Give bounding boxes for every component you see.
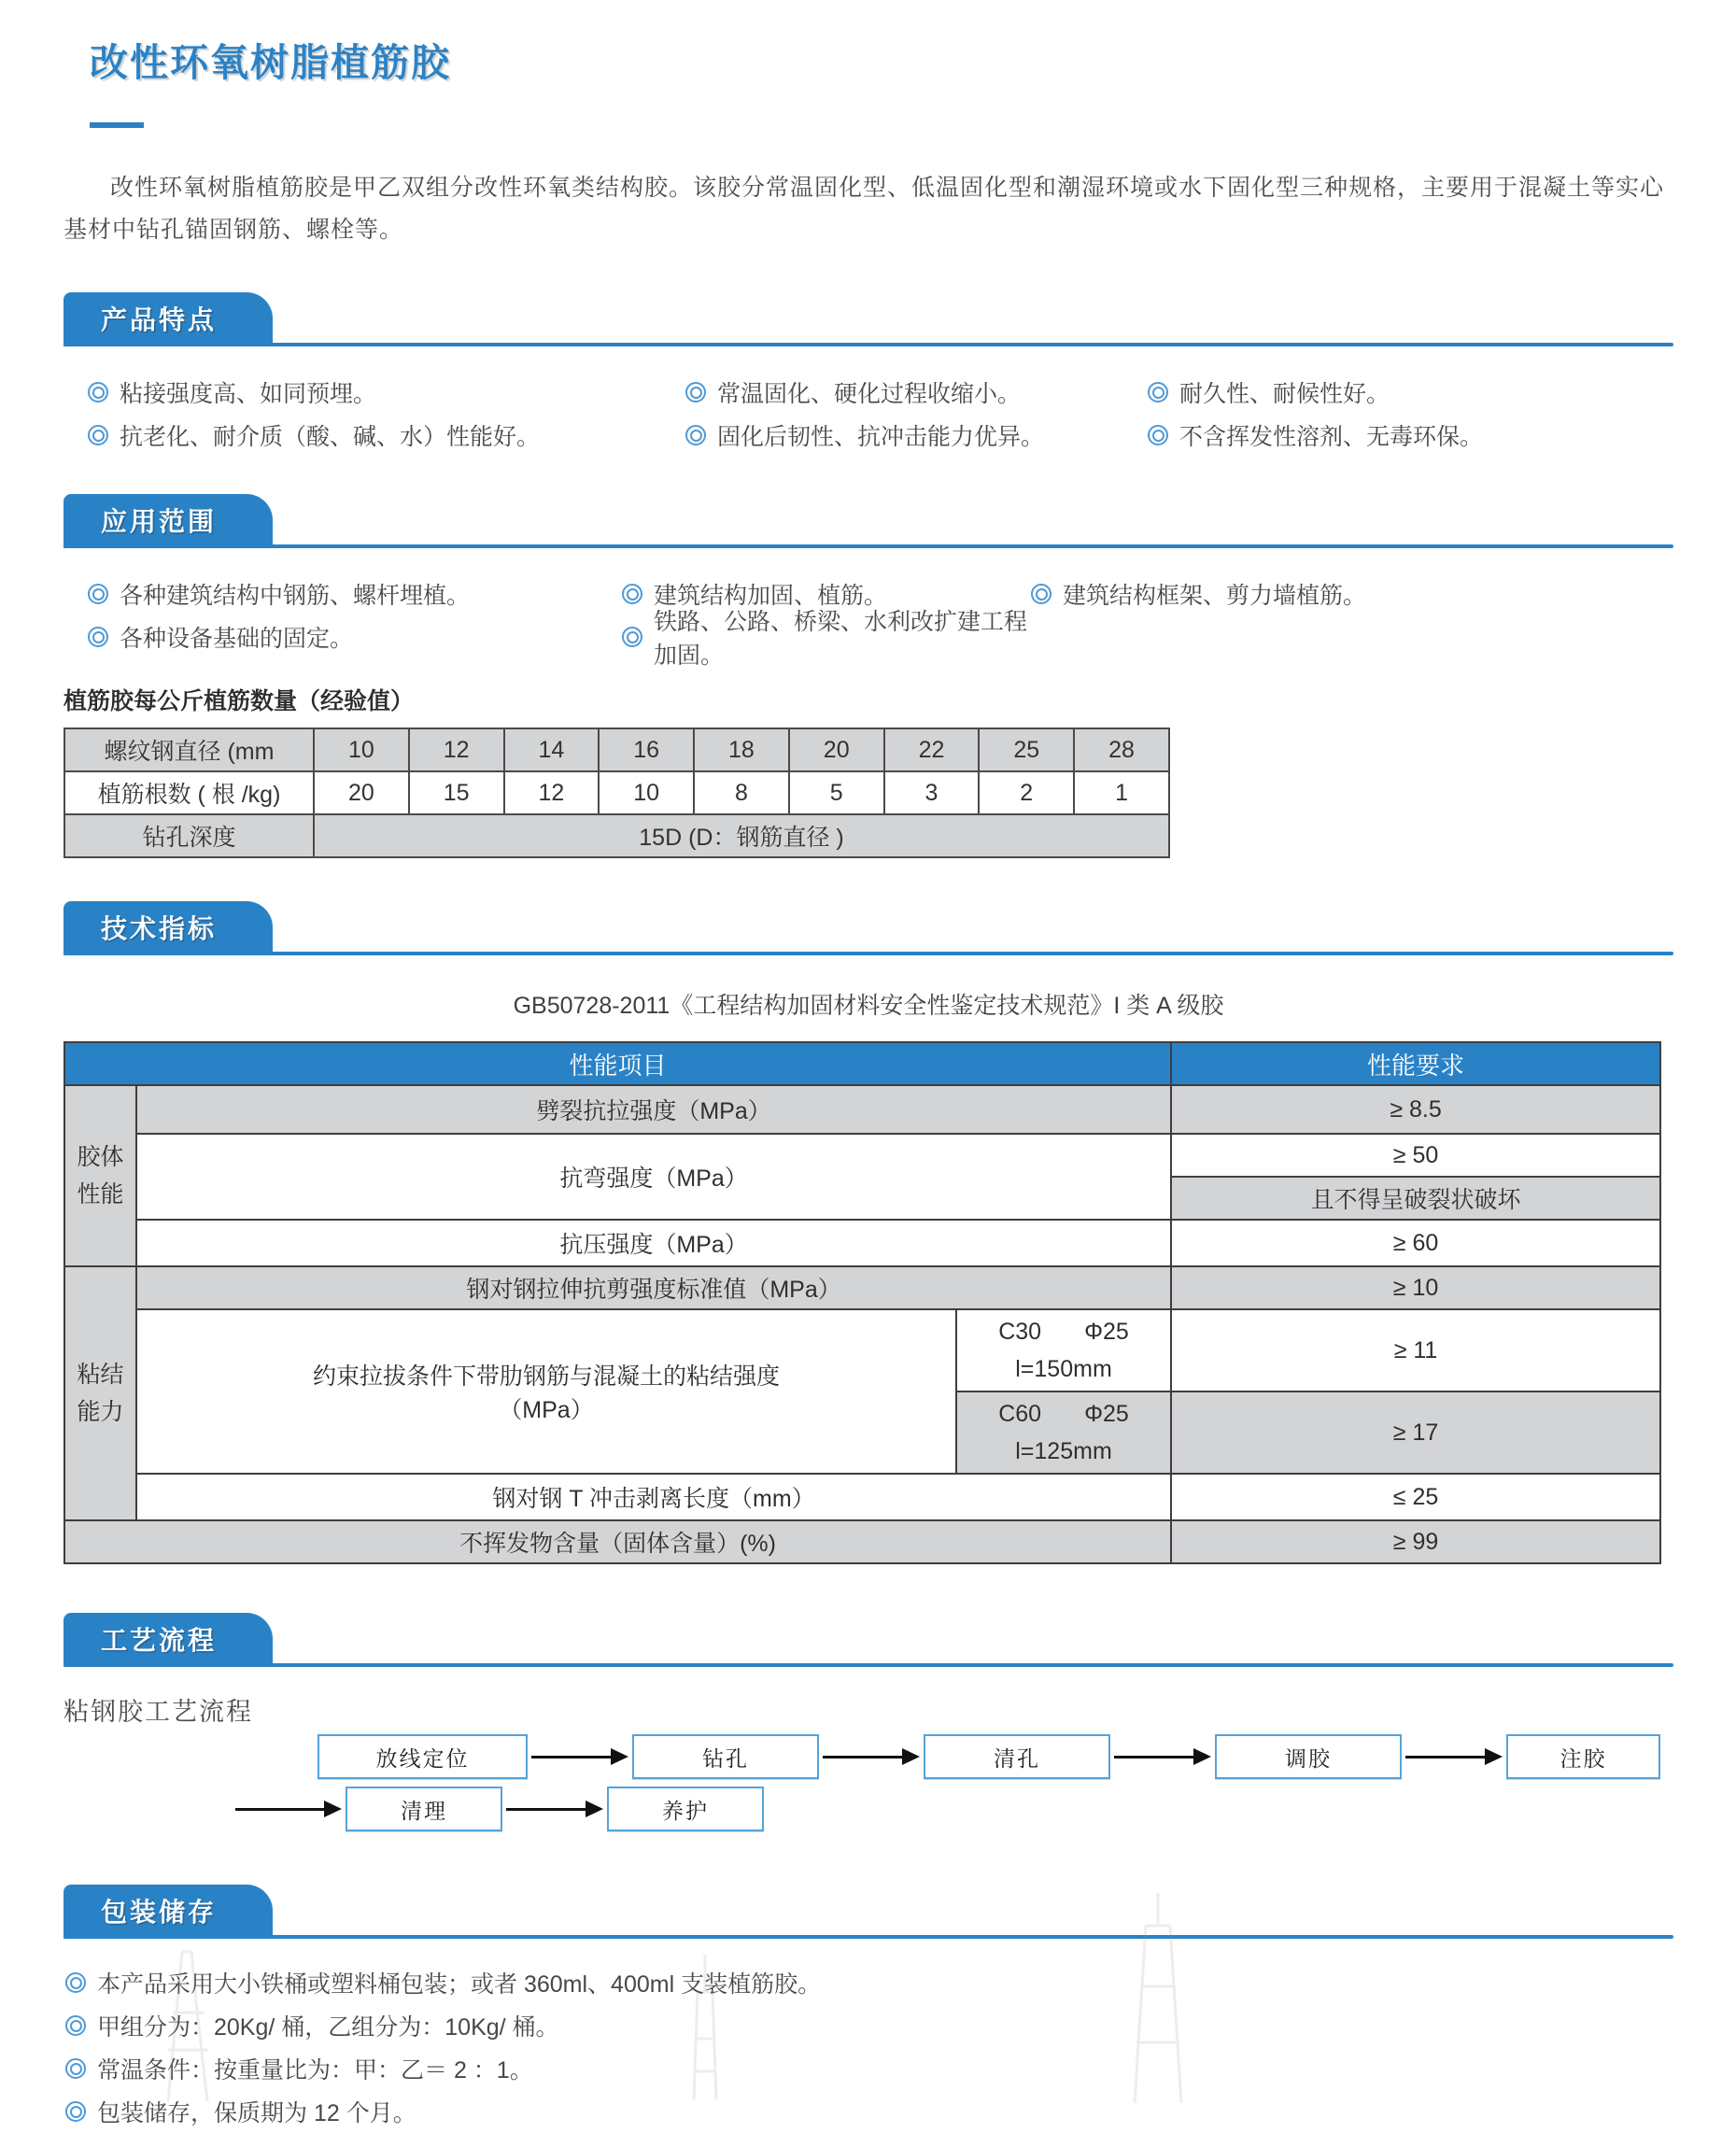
packaging-item (65, 2090, 1673, 2133)
intro-paragraph: 改性环氧树脂植筋胶是甲乙双组分改性环氧类结构胶。该胶分常温固化型、低温固化型和潮湿环境或水下固化型三种规格，主要用于混凝土等实心基材中钻孔锚固钢筋、螺栓等。 (64, 175, 1665, 243)
feature-item (1148, 418, 1483, 452)
section-rule (64, 544, 1673, 548)
spec-property-cell (136, 1309, 956, 1474)
flow-arrow-icon (1114, 1756, 1194, 1759)
flow-row-1 (318, 1733, 1673, 1780)
section-packaging (64, 1885, 1673, 1939)
flow-step-box: 调胶 (1215, 1734, 1402, 1779)
packaging-list (65, 1961, 1673, 2133)
rebar-count-row (64, 771, 1169, 814)
section-rule (64, 343, 1673, 346)
packaging-item-label: 本产品采用大小铁桶或塑料桶包装；或者 360ml、400ml 支装植筋胶。 (97, 1971, 822, 1998)
spec-requirement-cell: ≥ 50 (1171, 1134, 1660, 1177)
rebar-count-cell: 15 (409, 771, 504, 814)
spec-group-cell-adhesive: 胶体性能 (64, 1085, 136, 1266)
spec-row-compressive (64, 1220, 1660, 1266)
feature-item-label: 不含挥发性溶剂、无毒环保。 (1179, 424, 1484, 450)
title-underline-dash (90, 122, 144, 128)
spec-property-cell: 钢对钢拉伸抗剪强度标准值（MPa） (136, 1266, 1171, 1309)
application-item-label: 各种建筑结构中钢筋、螺杆埋植。 (120, 583, 471, 609)
spec-header-item-cell: 性能项目 (64, 1042, 1171, 1085)
flow-arrow-icon (1405, 1756, 1486, 1759)
application-list (88, 572, 1673, 669)
feature-item (1148, 375, 1390, 409)
rebar-diameter-cell: 25 (979, 728, 1074, 771)
flow-arrow-icon (235, 1808, 325, 1811)
flow-row-2 (232, 1786, 1673, 1832)
section-technical (64, 901, 1673, 955)
packaging-item (65, 2004, 1673, 2047)
feature-item (685, 418, 1148, 452)
application-item (622, 603, 1031, 671)
section-heading-technical: 技术指标 (64, 901, 273, 955)
spec-header-row (64, 1042, 1660, 1085)
application-item-label: 建筑结构加固、植筋。 (654, 583, 888, 609)
drill-depth-label-cell: 钻孔深度 (64, 814, 314, 857)
spec-requirement-cell: ≥ 60 (1171, 1220, 1660, 1266)
flow-step-box: 钻孔 (632, 1734, 819, 1779)
packaging-item-label: 常温条件：按重量比为：甲：乙＝ 2 ：1。 (97, 2057, 533, 2084)
double-circle-bullet-icon (65, 2101, 86, 2122)
section-rule (64, 1663, 1673, 1667)
application-item (88, 620, 622, 654)
section-heading-process: 工艺流程 (64, 1613, 273, 1667)
rebar-diameter-cell: 10 (314, 728, 409, 771)
application-item (88, 577, 622, 611)
double-circle-bullet-icon (65, 2015, 86, 2036)
rebar-diameter-cell: 18 (694, 728, 789, 771)
packaging-item-label: 包装储存，保质期为 12 个月。 (97, 2100, 416, 2126)
feature-item (88, 375, 685, 409)
spec-requirement-cell: ≤ 25 (1171, 1474, 1660, 1520)
spec-requirement-cell: 且不得呈破裂状破坏 (1171, 1177, 1660, 1220)
rebar-diameter-label-cell: 螺纹钢直径 (mm (64, 728, 314, 771)
drill-depth-value-cell: 15D (D：钢筋直径 ) (314, 814, 1169, 857)
double-circle-bullet-icon (1031, 584, 1051, 604)
feature-item-label: 常温固化、硬化过程收缩小。 (717, 381, 1022, 407)
feature-row (88, 371, 1673, 414)
rebar-diameter-cell: 28 (1074, 728, 1169, 771)
application-item-label: 铁路、公路、桥梁、水利改扩建工程加固。 (654, 609, 1028, 669)
packaging-item (65, 1961, 1673, 2004)
feature-item (88, 418, 685, 452)
application-row (88, 609, 1673, 669)
double-circle-bullet-icon (65, 2058, 86, 2079)
bond-label-line2: （MPa） (499, 1397, 594, 1423)
section-rule (64, 952, 1673, 955)
packaging-item (65, 2047, 1673, 2090)
spec-requirement-cell: ≥ 17 (1171, 1391, 1660, 1474)
rebar-count-cell: 10 (599, 771, 694, 814)
feature-item-label: 抗老化、耐介质（酸、碱、水）性能好。 (120, 424, 541, 450)
double-circle-bullet-icon (88, 627, 108, 647)
rebar-count-table (64, 727, 1170, 858)
spec-condition-cell: C30 Φ25 l=150mm (956, 1309, 1171, 1391)
application-item-label: 建筑结构框架、剪力墙植筋。 (1063, 583, 1367, 609)
process-subtitle: 粘钢胶工艺流程 (64, 1698, 253, 1726)
section-process (64, 1613, 1673, 1667)
double-circle-bullet-icon (1148, 425, 1168, 445)
double-circle-bullet-icon (685, 425, 706, 445)
rebar-diameter-cell: 22 (884, 728, 980, 771)
spec-requirement-cell: ≥ 8.5 (1171, 1085, 1660, 1134)
feature-item-label: 固化后韧性、抗冲击能力优异。 (717, 424, 1045, 450)
double-circle-bullet-icon (685, 382, 706, 403)
flow-arrow-icon (531, 1756, 612, 1759)
section-rule (64, 1935, 1673, 1939)
spec-requirement-cell: ≥ 10 (1171, 1266, 1660, 1309)
flow-step-box: 清理 (346, 1787, 502, 1831)
flow-step-box: 养护 (607, 1787, 764, 1831)
rebar-count-cell: 3 (884, 771, 980, 814)
spec-row-nonvolatile (64, 1520, 1660, 1563)
rebar-diameter-cell: 14 (504, 728, 600, 771)
standard-note: GB50728-2011《工程结构加固材料安全性鉴定技术规范》I 类 A 级胶 (513, 993, 1224, 1019)
application-item (1031, 577, 1366, 611)
spec-row-bending (64, 1134, 1660, 1177)
flow-step-box: 放线定位 (318, 1734, 528, 1779)
spec-row-split-tensile (64, 1085, 1660, 1134)
double-circle-bullet-icon (88, 425, 108, 445)
section-applications (64, 494, 1673, 548)
catalog-page (0, 32, 1736, 2126)
spec-condition-cell: C60 Φ25 l=125mm (956, 1391, 1171, 1474)
rebar-count-cell: 2 (979, 771, 1074, 814)
section-heading-applications: 应用范围 (64, 494, 273, 548)
feature-item (685, 375, 1148, 409)
spec-requirement-cell: ≥ 11 (1171, 1309, 1660, 1391)
flow-step-box: 清孔 (924, 1734, 1110, 1779)
spec-property-cell: 不挥发物含量（固体含量）(%) (64, 1520, 1171, 1563)
spec-row-peel (64, 1474, 1660, 1520)
section-features (64, 292, 1673, 346)
section-heading-features: 产品特点 (64, 292, 273, 346)
rebar-count-cell: 8 (694, 771, 789, 814)
rebar-diameter-cell: 16 (599, 728, 694, 771)
feature-item-label: 粘接强度高、如同预埋。 (120, 381, 377, 407)
application-item-label: 各种设备基础的固定。 (120, 626, 354, 652)
flow-arrow-icon (506, 1808, 586, 1811)
packaging-item-label: 甲组分为：20Kg/ 桶，乙组分为：10Kg/ 桶。 (97, 2014, 559, 2041)
double-circle-bullet-icon (65, 1972, 86, 1993)
spec-row-shear (64, 1266, 1660, 1309)
feature-row (88, 414, 1673, 457)
double-circle-bullet-icon (622, 627, 642, 647)
rebar-count-cell: 12 (504, 771, 600, 814)
spec-group-cell-bonding: 粘结能力 (64, 1266, 136, 1520)
rebar-depth-row (64, 814, 1169, 857)
spec-requirement-cell: ≥ 99 (1171, 1520, 1660, 1563)
rebar-diameter-cell: 12 (409, 728, 504, 771)
spec-header-requirement-cell: 性能要求 (1171, 1042, 1660, 1085)
spec-property-cell: 抗弯强度（MPa） (136, 1134, 1171, 1220)
rebar-count-cell: 1 (1074, 771, 1169, 814)
rebar-table-caption: 植筋胶每公斤植筋数量（经验值） (64, 688, 415, 714)
rebar-count-cell: 5 (789, 771, 884, 814)
spec-row-bond-c30 (64, 1309, 1660, 1391)
feature-list (88, 371, 1673, 457)
rebar-diameter-cell: 20 (789, 728, 884, 771)
section-heading-packaging: 包装储存 (64, 1885, 273, 1939)
spec-property-cell: 钢对钢 T 冲击剥离长度（mm） (136, 1474, 1171, 1520)
spec-property-cell: 抗压强度（MPa） (136, 1220, 1171, 1266)
page-title: 改性环氧树脂植筋胶 (90, 41, 451, 84)
spec-table (64, 1041, 1661, 1564)
rebar-count-cell: 20 (314, 771, 409, 814)
rebar-count-label-cell: 植筋根数 ( 根 /kg) (64, 771, 314, 814)
flow-step-box: 注胶 (1506, 1734, 1660, 1779)
double-circle-bullet-icon (1148, 382, 1168, 403)
rebar-diameter-row (64, 728, 1169, 771)
double-circle-bullet-icon (88, 584, 108, 604)
feature-item-label: 耐久性、耐候性好。 (1179, 381, 1390, 407)
double-circle-bullet-icon (622, 584, 642, 604)
double-circle-bullet-icon (88, 382, 108, 403)
flow-arrow-icon (823, 1756, 903, 1759)
spec-property-cell: 劈裂抗拉强度（MPa） (136, 1085, 1171, 1134)
bond-label-line1: 约束拉拔条件下带肋钢筋与混凝土的粘结强度 (312, 1363, 780, 1390)
